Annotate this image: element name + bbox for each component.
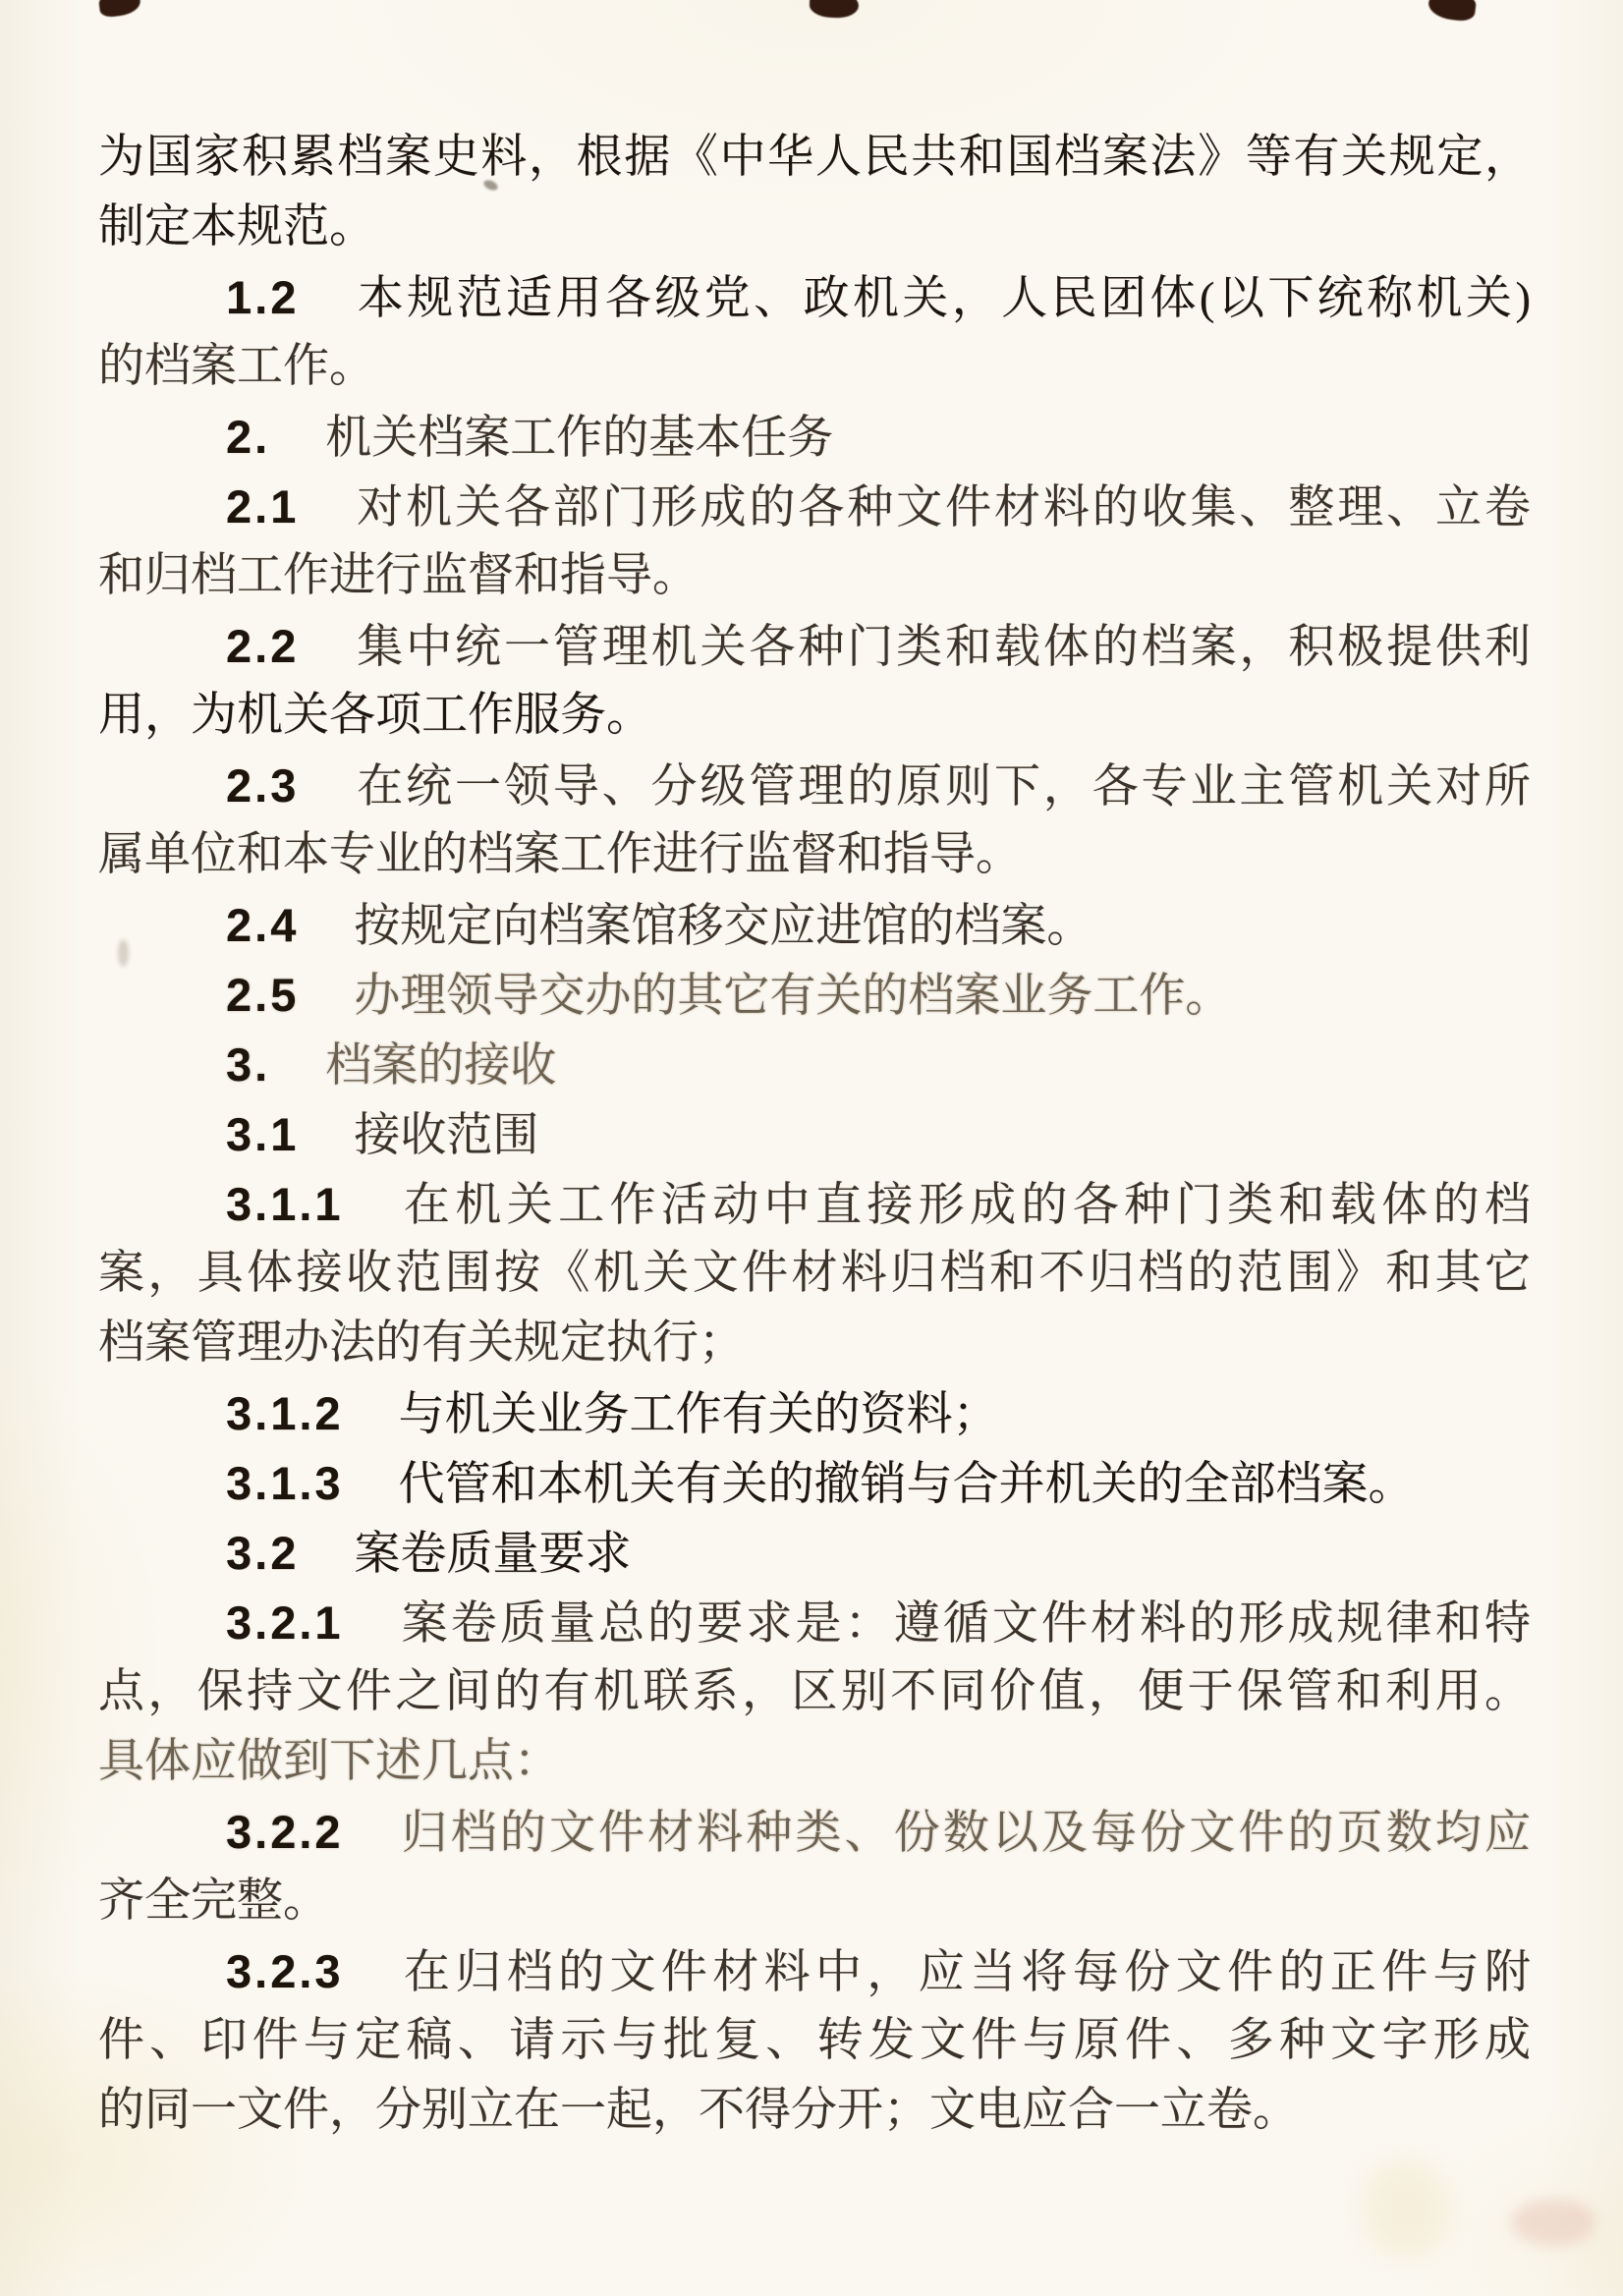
clause-number: 3.2.1 (226, 1596, 344, 1649)
clause-text: 对机关各部门形成的各种文件材料的收集、整理、立卷 (354, 482, 1531, 533)
text-line (98, 123, 1531, 193)
text-line (98, 751, 1531, 820)
clause-text: 件、印件与定稿、请示与批复、转发文件与原件、多种文字形成 (98, 2015, 1531, 2066)
clause-number: 2.4 (226, 899, 300, 951)
clause-text: 用，为机关各项工作服务。 (98, 690, 652, 741)
clause-number: 3.1.1 (226, 1178, 344, 1230)
text-line (98, 1727, 1531, 1797)
clause-number: 1.2 (226, 271, 300, 323)
text-line (98, 890, 1531, 960)
clause-text: 代管和本机关有关的撤销与合并机关的全部档案。 (398, 1459, 1415, 1510)
text-line (98, 681, 1531, 751)
clause-number: 2.3 (226, 759, 300, 812)
clause-text: 按规定向档案馆移交应进馆的档案。 (354, 901, 1093, 952)
text-line (98, 402, 1531, 472)
clause-text: 的档案工作。 (98, 341, 375, 392)
text-line (98, 1099, 1531, 1169)
text-line (98, 472, 1531, 541)
clause-text: 档案管理办法的有关规定执行； (98, 1317, 745, 1369)
clause-number: 2.1 (226, 480, 300, 532)
clause-text: 办理领导交办的其它有关的档案业务工作。 (354, 971, 1232, 1022)
text-line (98, 1030, 1531, 1099)
clause-text: 与机关业务工作有关的资料； (398, 1389, 999, 1440)
text-line (98, 332, 1531, 402)
text-line (98, 1448, 1531, 1518)
clause-text: 制定本规范。 (98, 201, 375, 252)
clause-text: 在机关工作活动中直接形成的各种门类和载体的档 (398, 1180, 1531, 1231)
clause-text: 具体应做到下述几点： (98, 1736, 560, 1787)
clause-text: 和归档工作进行监督和指导。 (98, 550, 699, 601)
clause-number: 3.1 (226, 1108, 300, 1160)
clause-number: 3.2.2 (226, 1806, 344, 1858)
clause-number: 3.2 (226, 1527, 300, 1579)
document-text (98, 123, 1531, 2146)
text-line (98, 1518, 1531, 1588)
ink-blob-icon (809, 0, 859, 19)
clause-number: 3.1.3 (226, 1457, 344, 1509)
text-line (98, 1588, 1531, 1657)
text-line (98, 541, 1531, 611)
clause-text: 本规范适用各级党、政机关，人民团体(以下统称机关) (354, 273, 1531, 324)
clause-text: 属单位和本专业的档案工作进行监督和指导。 (98, 829, 1022, 880)
clause-text: 档案的接收 (325, 1040, 557, 1092)
paper-stain (1511, 2199, 1595, 2246)
text-line (98, 262, 1531, 332)
text-line (98, 1169, 1531, 1239)
clause-text: 齐全完整。 (98, 1876, 329, 1927)
ink-blob-icon (1427, 0, 1477, 23)
clause-number: 3. (226, 1038, 271, 1091)
clause-text: 案卷质量总的要求是：遵循文件材料的形成规律和特 (398, 1598, 1531, 1650)
clause-number: 2.2 (226, 620, 300, 672)
text-line (98, 2006, 1531, 2076)
clause-text: 的同一文件，分别立在一起，不得分开；文电应合一立卷。 (98, 2085, 1299, 2136)
clause-text: 归档的文件材料种类、份数以及每份文件的页数均应 (398, 1808, 1531, 1859)
ink-blob-icon (98, 0, 142, 18)
clause-text: 点，保持文件之间的有机联系，区别不同价值，便于保管和利用。 (98, 1666, 1531, 1717)
text-line (98, 1936, 1531, 2006)
text-line (98, 193, 1531, 262)
clause-text: 集中统一管理机关各种门类和载体的档案，积极提供利 (354, 622, 1531, 673)
text-line (98, 611, 1531, 681)
clause-text: 机关档案工作的基本任务 (325, 413, 834, 464)
clause-text: 案卷质量要求 (354, 1529, 632, 1580)
text-line (98, 1657, 1531, 1727)
text-line (98, 1239, 1531, 1309)
text-line (98, 2076, 1531, 2146)
text-line (98, 1867, 1531, 1936)
paper-stain (1362, 2159, 1450, 2258)
clause-number: 2. (226, 411, 271, 463)
text-line (98, 1378, 1531, 1448)
clause-text: 在统一领导、分级管理的原则下，各专业主管机关对所 (354, 761, 1531, 812)
text-line (98, 820, 1531, 890)
clause-number: 3.2.3 (226, 1945, 344, 1997)
clause-text: 案，具体接收范围按《机关文件材料归档和不归档的范围》和其它 (98, 1248, 1531, 1299)
clause-text: 为国家积累档案史料，根据《中华人民共和国档案法》等有关规定， (98, 132, 1531, 183)
text-line (98, 960, 1531, 1030)
text-line (98, 1797, 1531, 1867)
clause-number: 2.5 (226, 969, 300, 1021)
clause-text: 接收范围 (354, 1110, 539, 1161)
text-line (98, 1309, 1531, 1378)
clause-text: 在归档的文件材料中，应当将每份文件的正件与附 (398, 1947, 1531, 1998)
clause-number: 3.1.2 (226, 1387, 344, 1439)
